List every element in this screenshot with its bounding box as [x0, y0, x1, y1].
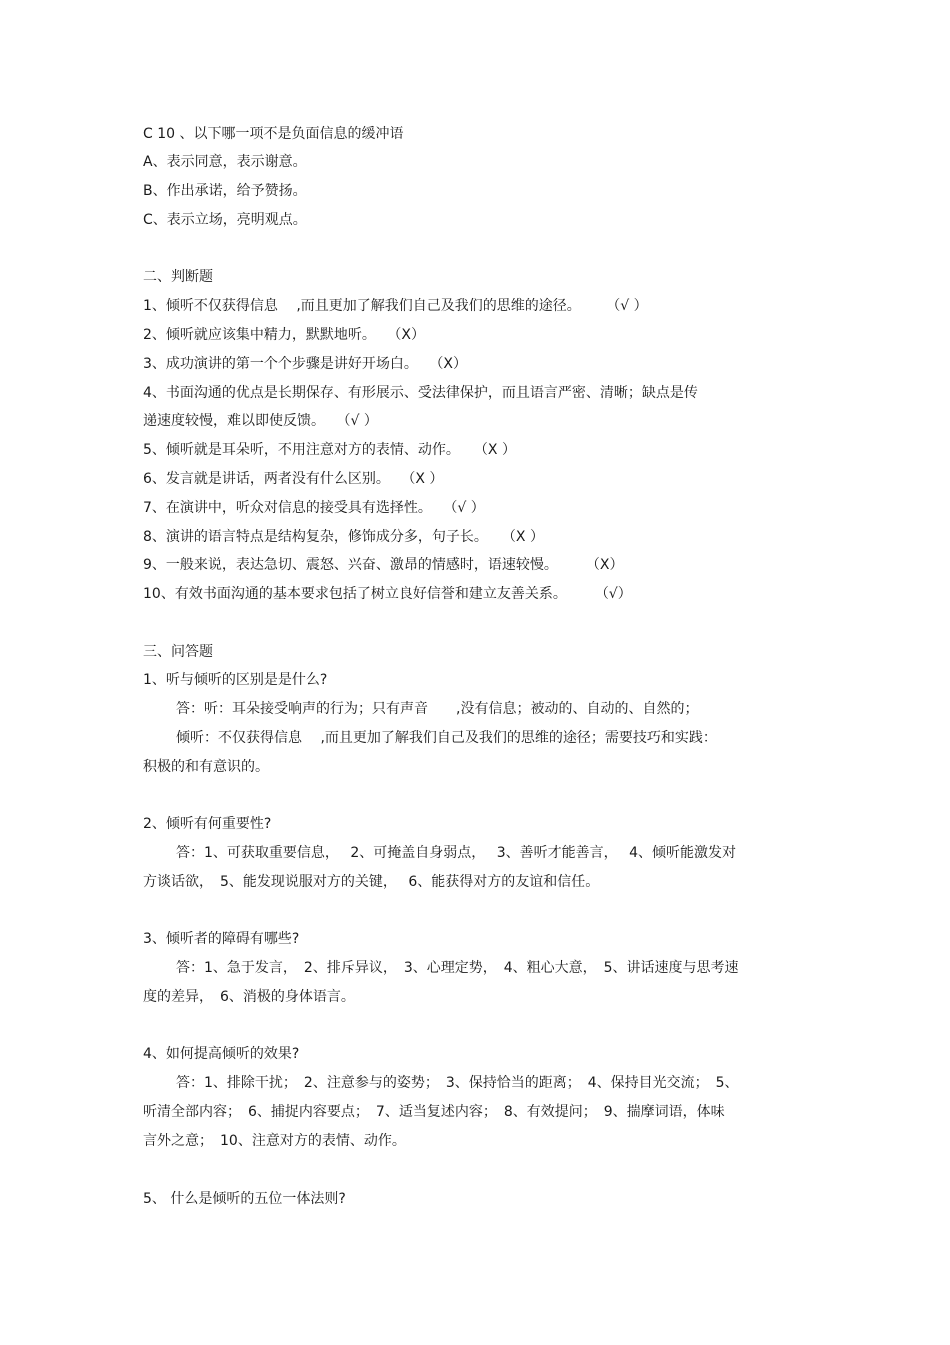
judge-item: 6、发言就是讲话，两者没有什么区别。 （X ） [143, 471, 444, 487]
judge-item: 4、书面沟通的优点是长期保存、有形展示、受法律保护，而且语言严密、清晰；缺点是传 [143, 385, 698, 401]
qa-answer-4-line: 答：1、排除干扰； 2、注意参与的姿势； 3、保持恰当的距离； 4、保持目光交流； 5、 [176, 1075, 739, 1091]
judge-item: 5、倾听就是耳朵听，不用注意对方的表情、动作。 （X ） [143, 442, 516, 458]
question-10-title: C 10 、以下哪一项不是负面信息的缓冲语 [143, 126, 404, 142]
option-c: C、表示立场，亮明观点。 [143, 212, 307, 228]
judge-item: 3、成功演讲的第一个个步骤是讲好开场白。 （X） [143, 356, 467, 372]
judge-item: 10、有效书面沟通的基本要求包括了树立良好信誉和建立友善关系。 （√） [143, 586, 632, 602]
judge-item: 8、演讲的语言特点是结构复杂，修饰成分多，句子长。 （X ） [143, 529, 544, 545]
judge-item: 7、在演讲中，听众对信息的接受具有选择性。 （√ ） [143, 500, 485, 516]
judge-item: 9、一般来说，表达急切、震怒、兴奋、激昂的情感时，语速较慢。 （X） [143, 557, 624, 573]
qa-question-2: 2、倾听有何重要性? [143, 816, 272, 832]
judge-heading: 二、判断题 [143, 269, 213, 285]
qa-answer-3-line: 度的差异， 6、消极的身体语言。 [143, 989, 355, 1005]
qa-answer-4-line: 听清全部内容； 6、捕捉内容要点； 7、适当复述内容； 8、有效提问； 9、揣摩词语，体味 [143, 1104, 725, 1120]
option-b: B、作出承诺，给予赞扬。 [143, 183, 307, 199]
qa-answer-2-line: 答：1、可获取重要信息， 2、可掩盖自身弱点， 3、善听才能善言， 4、倾听能激发对 [176, 845, 736, 861]
qa-question-1: 1、听与倾听的区别是是什么? [143, 672, 328, 688]
option-a: A、表示同意，表示谢意。 [143, 154, 307, 170]
qa-answer-1-line: 答：听：耳朵接受响声的行为；只有声音 ,没有信息；被动的、自动的、自然的； [176, 701, 699, 717]
qa-answer-1-line: 倾听：不仅获得信息 ,而且更加了解我们自己及我们的思维的途径；需要技巧和实践： [176, 730, 717, 746]
qa-answer-3-line: 答：1、急于发言， 2、排斥异议， 3、心理定势， 4、粗心大意， 5、讲话速度与思考速 [176, 960, 739, 976]
qa-heading: 三、问答题 [143, 644, 213, 660]
judge-item: 2、倾听就应该集中精力，默默地听。 （X） [143, 327, 425, 343]
qa-question-5: 5、 什么是倾听的五位一体法则? [143, 1191, 346, 1207]
judge-item-continued: 递速度较慢，难以即使反馈。 （√ ） [143, 413, 378, 429]
qa-question-4: 4、如何提高倾听的效果? [143, 1046, 300, 1062]
qa-answer-1-line: 积极的和有意识的。 [143, 759, 269, 775]
qa-question-3: 3、倾听者的障碍有哪些? [143, 931, 300, 947]
qa-answer-4-line: 言外之意； 10、注意对方的表情、动作。 [143, 1133, 406, 1149]
judge-item: 1、倾听不仅获得信息 ,而且更加了解我们自己及我们的思维的途径。 （√ ） [143, 298, 648, 314]
qa-answer-2-line: 方谈话欲， 5、能发现说服对方的关键， 6、能获得对方的友谊和信任。 [143, 874, 600, 890]
